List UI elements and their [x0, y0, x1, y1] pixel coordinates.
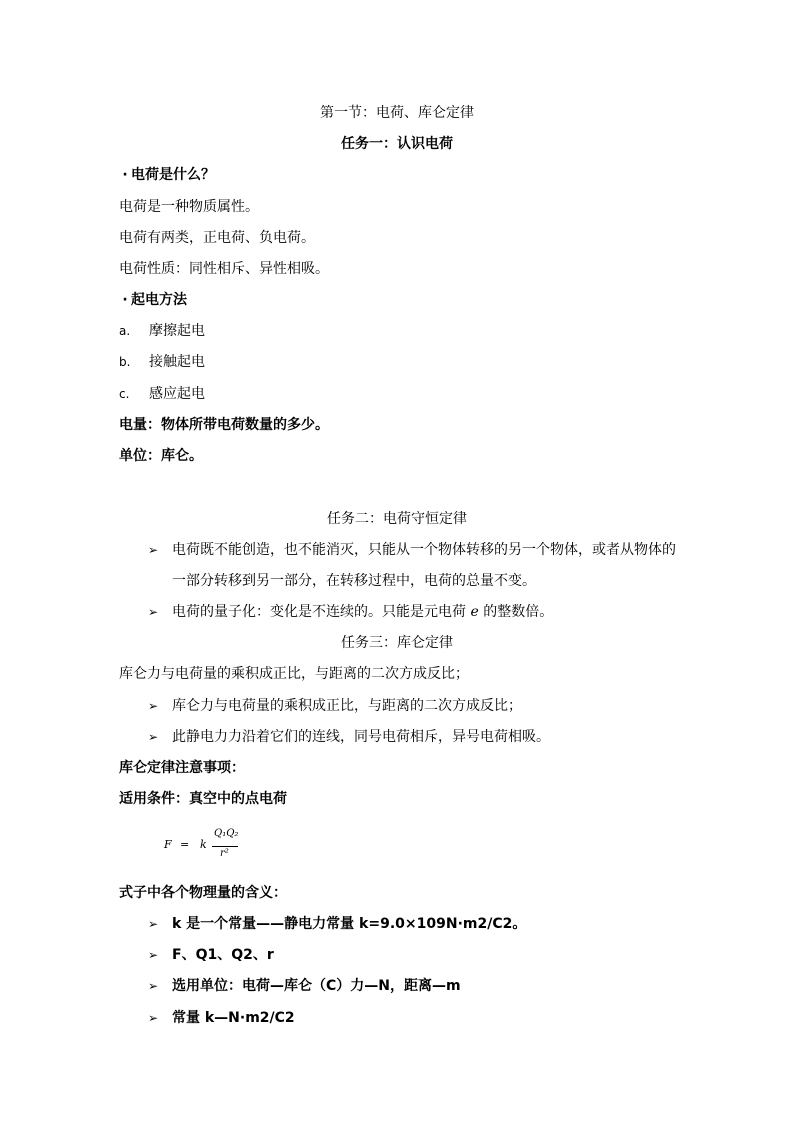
method-item — [119, 385, 205, 403]
arrow-bullet-icon: ➢ — [148, 979, 159, 993]
method-text: 摩擦起电 — [149, 323, 205, 339]
fraction-bar — [212, 846, 238, 847]
task2-heading: 任务二：电荷守恒定律 — [327, 511, 467, 527]
arrow-bullet-icon: ➢ — [148, 605, 159, 619]
formula-denominator: r² — [220, 848, 229, 859]
question-heading — [119, 166, 215, 184]
list-marker: b. — [119, 355, 131, 369]
condition-line: 适用条件：真空中的点电荷 — [119, 791, 287, 807]
methods-heading — [119, 291, 187, 309]
arrow-bullet-icon: ➢ — [148, 948, 159, 962]
charge-properties: 电荷性质：同性相斥、异性相吸。 — [119, 261, 329, 277]
section-title: 第一节：电荷、库仑定律 — [320, 105, 474, 121]
quantity-definition: 电量：物体所带电荷数量的多少。 — [119, 417, 329, 433]
method-item — [119, 353, 205, 371]
quantization-text: 电荷的量子化：变化是不连续的。只能是元电荷 — [172, 604, 471, 620]
question-label: 电荷是什么？ — [131, 167, 215, 183]
task3-heading: 任务三：库仑定律 — [341, 635, 453, 651]
meaning-item: k 是一个常量——静电力常量 k=9.0×109N·m2/C2。 — [172, 916, 527, 932]
coulomb-item: 此静电力力沿着它们的连线，同号电荷相斥，异号电荷相吸。 — [172, 729, 550, 745]
meaning-heading: 式子中各个物理量的含义： — [119, 885, 287, 901]
meaning-item: 常量 k—N·m2/C2 — [172, 1010, 295, 1026]
list-marker: c. — [119, 387, 130, 401]
formula-numerator: Q₁Q₂ — [214, 828, 239, 839]
meaning-item: F、Q1、Q2、r — [172, 947, 274, 963]
conservation-line-1: 电荷既不能创造，也不能消灭，只能从一个物体转移的另一个物体，或者从物体的 — [172, 542, 676, 558]
list-marker: a. — [119, 324, 131, 338]
charge-definition: 电荷是一种物质属性。 — [119, 199, 259, 215]
formula-constant: k — [200, 838, 207, 851]
method-text: 感应起电 — [149, 386, 205, 402]
task1-heading: 任务一：认识电荷 — [341, 136, 453, 152]
arrow-bullet-icon: ➢ — [148, 917, 159, 931]
method-item — [119, 322, 205, 340]
coulomb-statement: 库仑力与电荷量的乘积成正比，与距离的二次方成反比； — [119, 666, 469, 682]
unit-definition: 单位：库仑。 — [119, 448, 203, 464]
charge-types: 电荷有两类，正电荷、负电荷。 — [119, 230, 315, 246]
bullet-dot: · — [122, 167, 128, 183]
formula-lhs: F — [164, 838, 172, 851]
arrow-bullet-icon: ➢ — [148, 1011, 159, 1025]
arrow-bullet-icon: ➢ — [148, 699, 159, 713]
notes-heading: 库仑定律注意事项： — [119, 760, 245, 776]
conservation-line-2: 一部分转移到另一部分，在转移过程中，电荷的总量不变。 — [172, 573, 536, 589]
coulomb-item: 库仑力与电荷量的乘积成正比，与距离的二次方成反比； — [172, 698, 522, 714]
bullet-dot: · — [122, 292, 128, 308]
arrow-bullet-icon: ➢ — [148, 730, 159, 744]
methods-label: 起电方法 — [131, 292, 187, 308]
coulomb-formula — [160, 828, 260, 868]
quantization-line — [172, 603, 553, 621]
elementary-charge-symbol: e — [470, 604, 479, 620]
meaning-item: 选用单位：电荷—库仑（C）力—N，距离—m — [172, 978, 461, 994]
arrow-bullet-icon: ➢ — [148, 543, 159, 557]
method-text: 接触起电 — [149, 354, 205, 370]
quantization-suffix: 的整数倍。 — [478, 604, 554, 620]
formula-equals: = — [180, 838, 190, 851]
